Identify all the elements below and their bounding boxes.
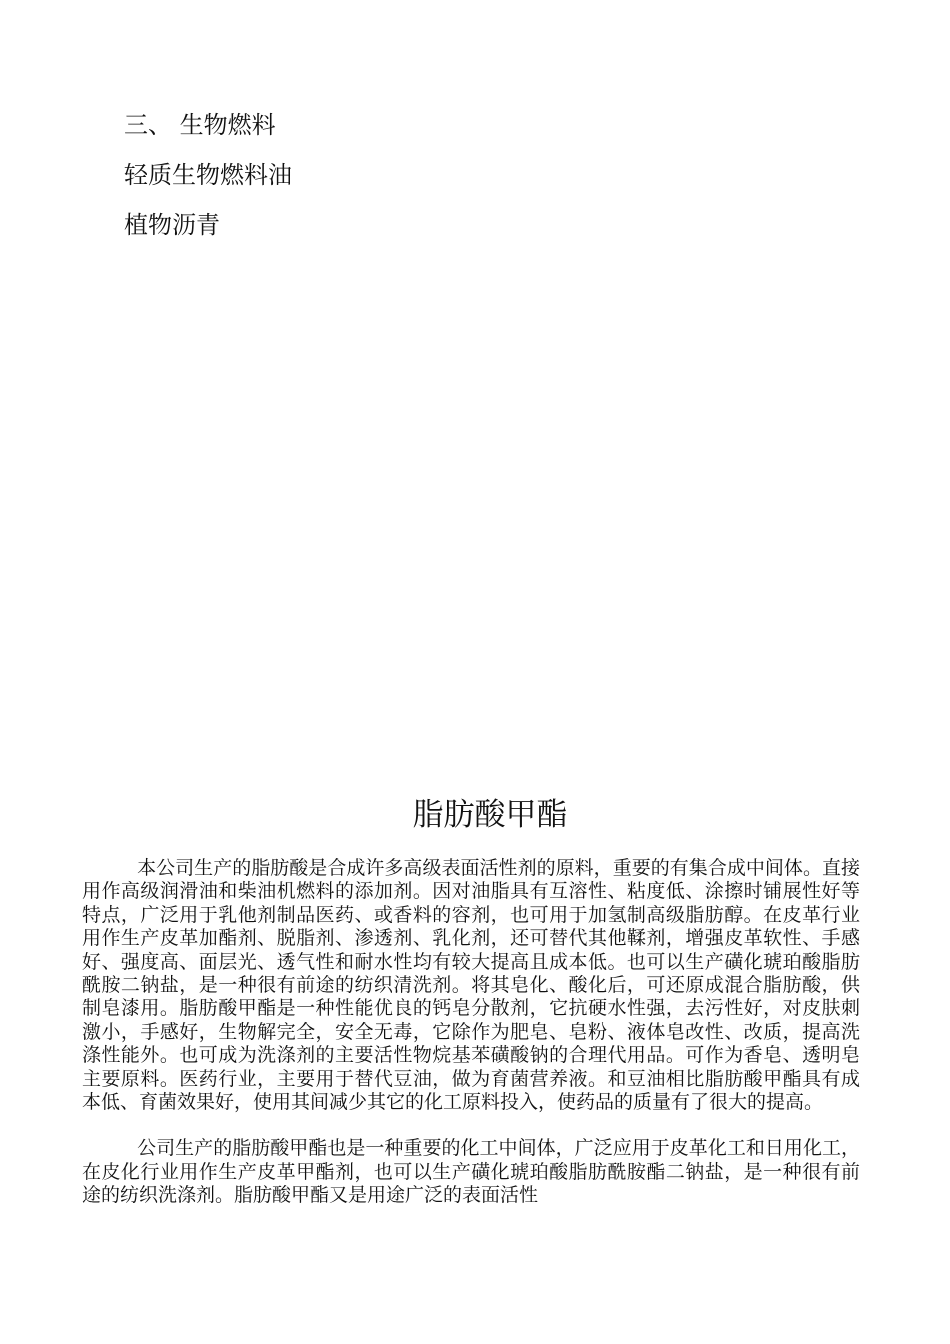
list-item-plant-asphalt: 植物沥青 [124, 211, 220, 239]
list-item-light-biofuel-oil: 轻质生物燃料油 [124, 161, 292, 189]
paragraph: 本公司生产的脂肪酸是合成许多高级表面活性剂的原料，重要的有集合成中间体。直接用作高级润滑油和柴油机燃料的添加剂。因对油脂具有互溶性、粘度低、涂擦时铺展性好等特点，广泛用于乳他剂制品医药、或香料的容剂，也可用于加氢制高级脂肪醇。在皮革行业用作生产皮革加酯剂、脱脂剂、渗透剂、乳化剂，还可替代其他鞣剂，增强皮革软性、手感好、强度高、面层光、透气性和耐水性均有较大提高且成本低。也可以生产磺化琥珀酸脂肪酰胺二钠盐，是一种很有前途的纺织清洗剂。将其皂化、酸化后，可还原成混合脂肪酸，供制皂漆用。脂肪酸甲酯是一种性能优良的钙皂分散剂，它抗硬水性强，去污性好，对皮肤刺激小，手感好，生物解完全，安全无毒，它除作为肥皂、皂粉、液体皂改性、改质，提高洗涤性能外。也可成为洗涤剂的主要活性物烷基苯磺酸钠的合理代用品。可作为香皂、透明皂主要原料。医药行业，主要用于替代豆油，做为育菌营养液。和豆油相比脂肪酸甲酯具有成本低、育菌效果好，使用其间减少其它的化工原料投入，使药品的质量有了很大的提高。 [82, 857, 860, 1114]
product-list [124, 100, 724, 250]
list-item-biofuel-heading: 三、 生物燃料 [124, 111, 276, 139]
section-body [82, 857, 860, 1208]
section-title: 脂肪酸甲酯 [412, 797, 568, 833]
paragraph: 公司生产的脂肪酸甲酯也是一种重要的化工中间体，广泛应用于皮革化工和日用化工，在皮化行业用作生产皮革甲酯剂，也可以生产磺化琥珀酸脂肪酰胺酯二钠盐，是一种很有前途的纺织洗涤剂。脂肪酸甲酯又是用途广泛的表面活性 [82, 1137, 860, 1207]
